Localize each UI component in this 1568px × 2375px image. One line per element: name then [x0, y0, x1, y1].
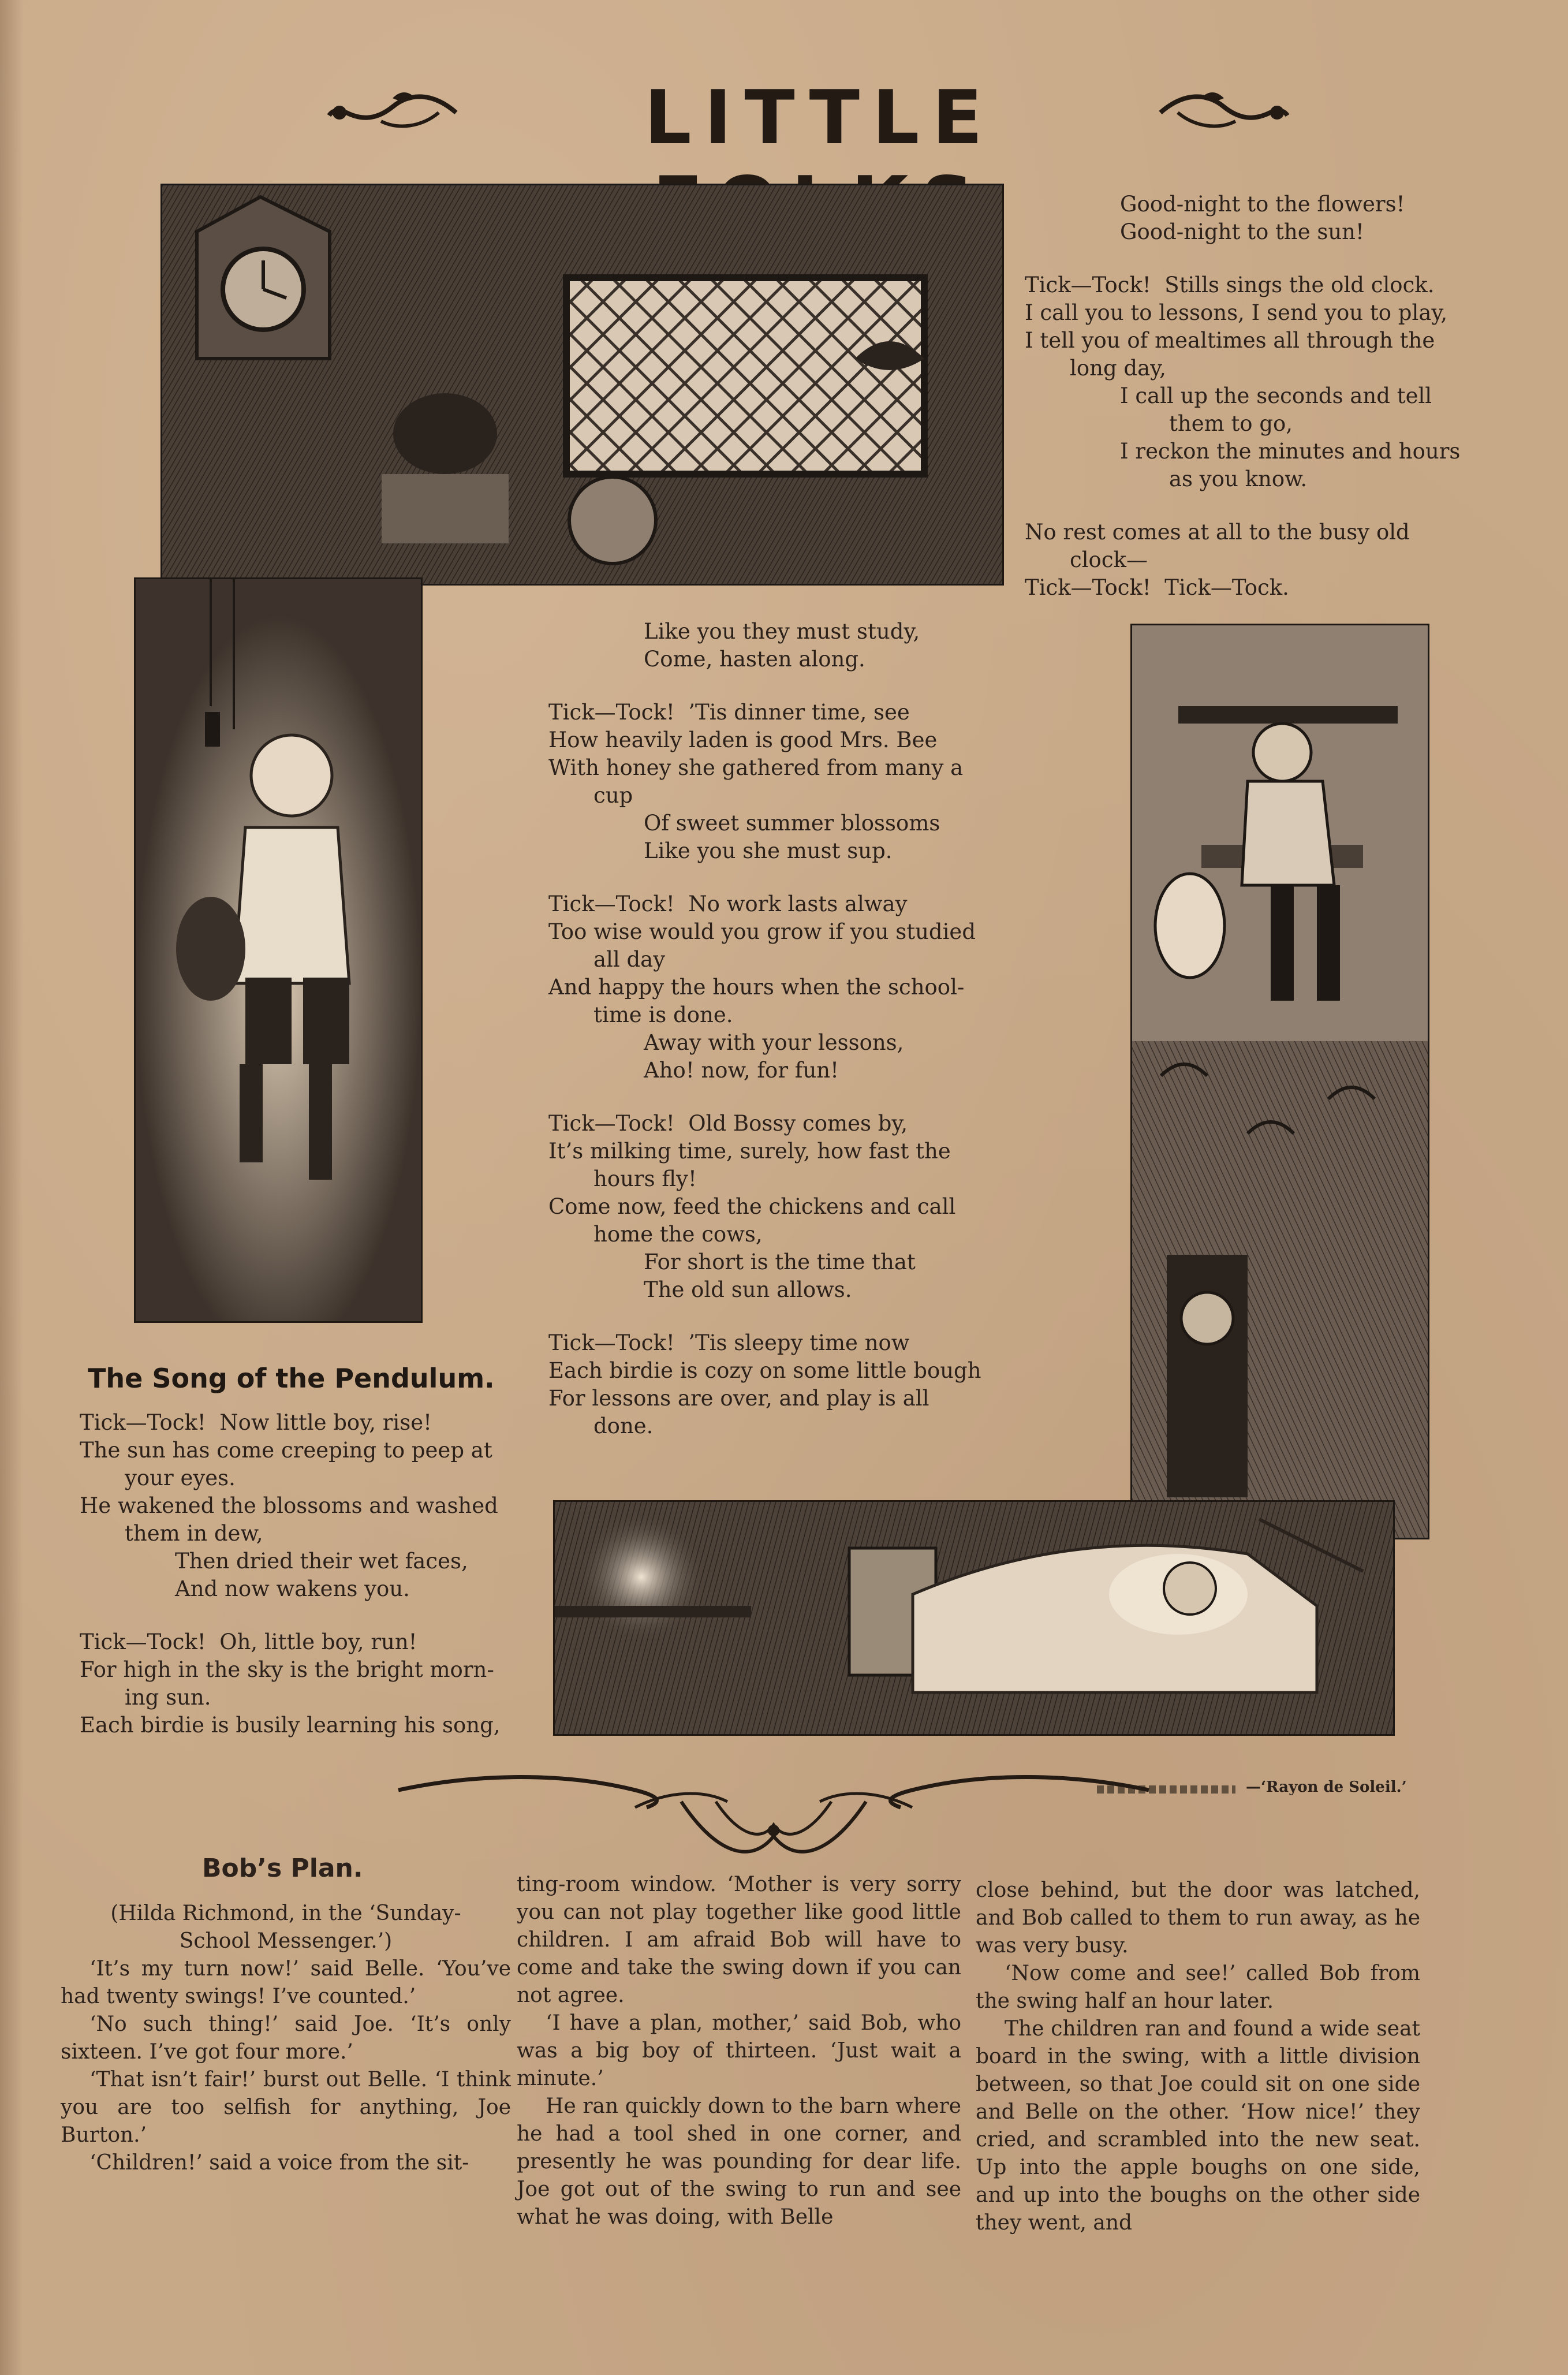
masthead [323, 69, 1305, 162]
poem-line: time is done. [593, 1002, 733, 1027]
story-paragraph: ‘I have a plan, mother,’ said Bob, who was a big boy of thirteen. ‘Just wait a minute.’ [517, 2011, 961, 2090]
poem-line: How heavily laden is good Mrs. Bee [548, 728, 938, 752]
story-paragraph: close behind, but the door was latched, and Bob called to them to run away, as he was very busy. [976, 1878, 1420, 1958]
story-paragraph: ‘No such thing!’ said Joe. ‘It’s only sixteen. I’ve got four more.’ [61, 2012, 511, 2064]
poem-line: For short is the time that [644, 1250, 916, 1274]
sleeping-child-illustration [553, 1500, 1395, 1736]
poem-line [548, 865, 1010, 890]
poem-line: Tick—Tock! Old Bossy comes by, [548, 1111, 908, 1136]
story-column-2 [517, 1871, 961, 2231]
poem-line: done. [593, 1414, 654, 1438]
story-paragraph: ‘That isn’t fair!’ burst out Belle. ‘I think you are too selfish for anything, Joe Burton.’ [61, 2068, 511, 2147]
poem-line: Tick—Tock! ’Tis dinner time, see [548, 700, 910, 725]
poem-line: Good-night to the flowers! [1120, 192, 1405, 217]
poem-line: your eyes. [125, 1466, 236, 1490]
poem-line: Like you she must sup. [644, 838, 893, 863]
story-paragraph: ‘Children!’ said a voice from the sit- [89, 2151, 469, 2175]
poem-line: And now wakens you. [175, 1576, 410, 1601]
story-paragraph: ‘It’s my turn now!’ said Belle. ‘You’ve had twenty swings! I’ve counted.’ [61, 1957, 511, 2008]
story-paragraph: ting-room window. ‘Mother is very sorry you can not play together like good little children. I am afraid Bob will have to come and take the swing down if you can not agree. [517, 1873, 961, 2007]
poem-line: He wakened the blossoms and washed [80, 1493, 498, 1518]
poem-line: Tick—Tock! Oh, little boy, run! [80, 1630, 417, 1654]
boy-at-desk-illustration [1130, 624, 1429, 1539]
poem-line: Away with your lessons, [644, 1030, 904, 1055]
poem-line: The sun has come creeping to peep at [80, 1438, 492, 1463]
story-column-3 [976, 1877, 1420, 2237]
poem-line [548, 673, 1010, 699]
left-flourish-ornament [323, 81, 462, 144]
poem-line [548, 1084, 1010, 1110]
poem-column-right [1025, 191, 1475, 602]
story-column-1 [61, 1900, 511, 2177]
poem-line: And happy the hours when the school- [548, 975, 965, 1000]
poem-line: clock— [1070, 547, 1148, 572]
page-edge-shadow [0, 0, 23, 2375]
poem-line: cup [593, 783, 633, 808]
poem-line: For lessons are over, and play is all [548, 1386, 929, 1411]
poem-line: With honey she gathered from many a [548, 755, 964, 780]
poem-line: For high in the sky is the bright morn- [80, 1657, 494, 1682]
poem-title: The Song of the Pendulum. [88, 1363, 495, 1394]
poem-line: Each birdie is busily learning his song, [80, 1713, 501, 1738]
poem-column-middle [548, 618, 1010, 1440]
poem-column-left [80, 1409, 518, 1739]
story-paragraph: ‘Now come and see!’ called Bob from the swing half an hour later. [976, 1962, 1420, 2013]
story-title: Bob’s Plan. [202, 1854, 363, 1883]
poem-line: The old sun allows. [644, 1277, 852, 1302]
poem-line: hours fly! [593, 1166, 697, 1191]
poem-line: them in dew, [125, 1521, 263, 1546]
poem-line [1025, 246, 1475, 271]
poem-line: I call up the seconds and tell [1120, 383, 1432, 408]
poem-line [80, 1603, 518, 1628]
poem-line: Of sweet summer blossoms [644, 811, 940, 836]
poem-line: I tell you of mealtimes all through the [1025, 328, 1435, 353]
poem-line: Come now, feed the chickens and call [548, 1194, 956, 1219]
poem-line: Tick—Tock! Stills sings the old clock. [1025, 273, 1435, 297]
story-paragraph: He ran quickly down to the barn where he had a tool shed in one corner, and presently he was pounding for dear life. Joe got out of the swing to run and see what he was doing, with Belle [517, 2094, 961, 2229]
poem-line: them to go, [1169, 411, 1293, 436]
poem-line: Tick—Tock! Tick—Tock. [1025, 575, 1289, 600]
poem-line: long day, [1070, 356, 1166, 381]
poem-line: Too wise would you grow if you studied [548, 919, 976, 944]
poem-line: I reckon the minutes and hours [1120, 439, 1461, 464]
right-flourish-ornament [1155, 81, 1293, 144]
poem-line: I call you to lessons, I send you to play, [1025, 300, 1448, 325]
poem-line: Tick—Tock! ’Tis sleepy time now [548, 1330, 910, 1355]
poem-line [1025, 493, 1475, 519]
poem-line: Then dried their wet faces, [175, 1549, 468, 1574]
poem-line: home the cows, [593, 1222, 763, 1247]
poem-source: —‘Rayon de Soleil.’ [1246, 1779, 1407, 1796]
story-credit: (Hilda Richmond, in the ‘Sunday-School Messenger.’) [110, 1902, 461, 1953]
poem-line: Like you they must study, [644, 619, 920, 644]
poem-line [548, 1304, 1010, 1329]
poem-line: Tick—Tock! Now little boy, rise! [80, 1410, 432, 1435]
scroll-divider-ornament [393, 1767, 1155, 1871]
poem-line: Good-night to the sun! [1120, 219, 1364, 244]
poem-line: as you know. [1169, 467, 1308, 491]
poem-line: all day [593, 947, 666, 972]
poem-line: ing sun. [125, 1685, 211, 1710]
masthead-title: LITTLE [644, 75, 995, 161]
poem-line: Come, hasten along. [644, 647, 865, 672]
story-paragraph: The children ran and found a wide seat board in the swing, with a little division between, so that Joe could sit on one side and Belle on the other. ‘How nice!’ they cried, and scrambled into the new seat. Up into the apple boughs on one side, and up into the boughs on the other side they went, and [976, 2017, 1420, 2235]
poem-line: No rest comes at all to the busy old [1025, 520, 1410, 545]
clock-and-window-illustration [160, 184, 1004, 586]
poem-line: It’s milking time, surely, how fast the [548, 1139, 951, 1164]
poem-line: Tick—Tock! No work lasts alway [548, 892, 908, 916]
boy-running-illustration [134, 577, 423, 1323]
poem-line: Aho! now, for fun! [644, 1058, 839, 1083]
poem-line: Each birdie is cozy on some little bough [548, 1358, 981, 1383]
